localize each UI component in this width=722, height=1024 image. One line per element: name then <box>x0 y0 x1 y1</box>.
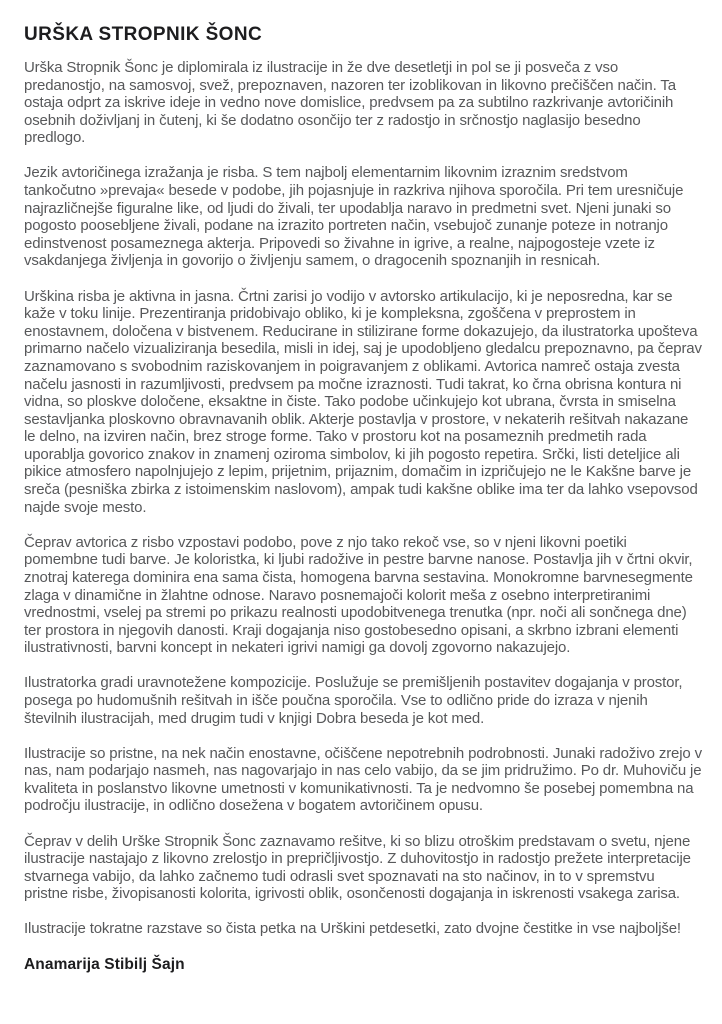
paragraph-3: Urškina risba je aktivna in jasna. Črtni zarisi jo vodijo v avtorsko artikulacijo, ki je neposredna, kar se kaže v toku linije. Prezentiranja pridobivajo obliko, ki je kompleksna, zgoščena v preprostem in enostavnem, določena v bistvenem. Reducirane in stilizirane forme dokazujejo, da ilustratorka upošteva primarno načelo vizualiziranja besedila, misli in idej, saj je upodobljeno gledalcu prepoznavno, pa čeprav zaznamovano s svobodnim raziskovanjem in poigravanjem z oblikami. Avtorica namreč ostaja zvesta načelu jasnosti in razumljivosti, predvsem pa močne izraznosti. Tudi takrat, ko črna obrisna kontura ni vidna, so ploskve določene, eksaktne in čiste. Tako podobe učinkujejo kot ubrana, čvrsta in smiselna sestavljanka ploskovno obravnavanih oblik. Akterje postavlja v prostore, v nekaterih rešitvah nakazane le delno, na izviren način, brez stroge forme. Tako v prostoru kot na posameznih predmetih rada uporablja govorico znakov in znamenj oziroma simbolov, ki jih pogosto repetira. Srčki, listi deteljice ali pikice atmosfero napolnjujejo z lepim, prijetnim, prijaznim, domačim in izpričujejo ne le Kakšne barve je sreča (pesniška zbirka z istoimenskim naslovom), ampak tudi kakšne oblike ima ter da lahko vsepovsod najde svoje mesto. <box>24 287 702 516</box>
paragraph-2: Jezik avtoričinega izražanja je risba. S tem najbolj elementarnim likovnim izraznim sredstvom tankočutno »prevaja« besede v podobe, jih pojasnjuje in razkriva njihova sporočila. Pri tem uresničuje najrazličnejše figuralne like, od ljudi do živali, ter upodablja naravo in predmetni svet. Njeni junaki so pogosto poosebljene živali, podane na izrazito portreten način, vsebujoč zunanje poteze in notranjo edinstvenost posameznega akterja. Pripovedi so živahne in igrive, a realne, najpogosteje vzete iz vsakdanjega življenja in govorijo o življenju samem, o dragocenih spoznanjih in resnicah. <box>24 164 684 270</box>
paragraph-1: Urška Stropnik Šonc je diplomirala iz ilustracije in že dve desetletji in pol se ji posveča z vso predanostjo, na samosvoj, svež, prepoznaven, nazoren ter izoblikovan in likovno prečiščen način. Ta ostaja odprt za iskrive ideje in vedno nove domislice, predvsem pa za subtilno razkrivanje avtoričinih osebnih doživljanj in čutenj, ki še dodatno osončijo ter z radostjo in srčnostjo naglasijo besedno predlogo. <box>24 59 676 147</box>
page-title: URŠKA STROPNIK ŠONC <box>24 24 263 45</box>
article-body <box>24 59 700 938</box>
author-signature: Anamarija Stibilj Šajn <box>24 955 185 973</box>
paragraph-5: Ilustratorka gradi uravnotežene kompozicije. Poslužuje se premišljenih postavitev dogajanja v prostor, posega po hudomušnih rešitvah in išče poučna sporočila. Vse to odlično pride do izraza v njenih številnih ilustracijah, med drugim tudi v knjigi Dobra beseda je kot med. <box>24 674 683 727</box>
paragraph-4: Čeprav avtorica z risbo vzpostavi podobo, pove z njo tako rekoč vse, so v njeni likovni poetiki pomembne tudi barve. Je koloristka, ki ljubi radožive in pestre barvne nanose. Postavlja jih v črtni okvir, znotraj katerega dominira ena sama čista, homogena barvna sestavina. Monokromne barvnesegmente zlaga v dinamične in žlahtne odnose. Naravo posnemajoči kolorit meša z osebno interpretiranimi vrednostmi, vselej pa stremi po prikazu realnosti upodobitvenega trenutka (npr. noči ali sončnega dne) ter prostora in njegovih danosti. Kraji dogajanja niso gostobesedno opisani, a skrbno izbrani elementi ilustrativnosti, barvni koncept in nekateri igrivi namigi ga dovolj zgovorno nakazujejo. <box>24 533 693 657</box>
paragraph-7: Čeprav v delih Urške Stropnik Šonc zaznavamo rešitve, ki so blizu otroškim predstavam o svetu, njene ilustracije nastajajo z likovno zrelostjo in prepričljivostjo. Z duhovitostjo in radostjo prežete interpretacije stvarnega vabijo, da lahko začnemo tudi odrasli svet spoznavati na sto načinov, in to v spremstvu pristne risbe, živopisanosti kolorita, igrivosti oblik, osončenosti dogajanja in iskrenosti vsakega zarisa. <box>24 832 691 903</box>
paragraph-8: Ilustracije tokratne razstave so čista petka na Urškini petdesetki, zato dvojne čestitke in vse najboljše! <box>24 920 681 938</box>
paragraph-6: Ilustracije so pristne, na nek način enostavne, očiščene nepotrebnih podrobnosti. Junaki radoživo zrejo v nas, nam podarjajo nasmeh, nas nagovarjajo in nas celo vabijo, da se jim pridružimo. Po dr. Muhoviču je kvaliteta in poslanstvo likovne umetnosti v komunikativnosti. Ta je nedvomno še posebej pomembna na področju ilustracije, in odlično dosežena v bogatem avtoričinem opusu. <box>24 744 702 815</box>
